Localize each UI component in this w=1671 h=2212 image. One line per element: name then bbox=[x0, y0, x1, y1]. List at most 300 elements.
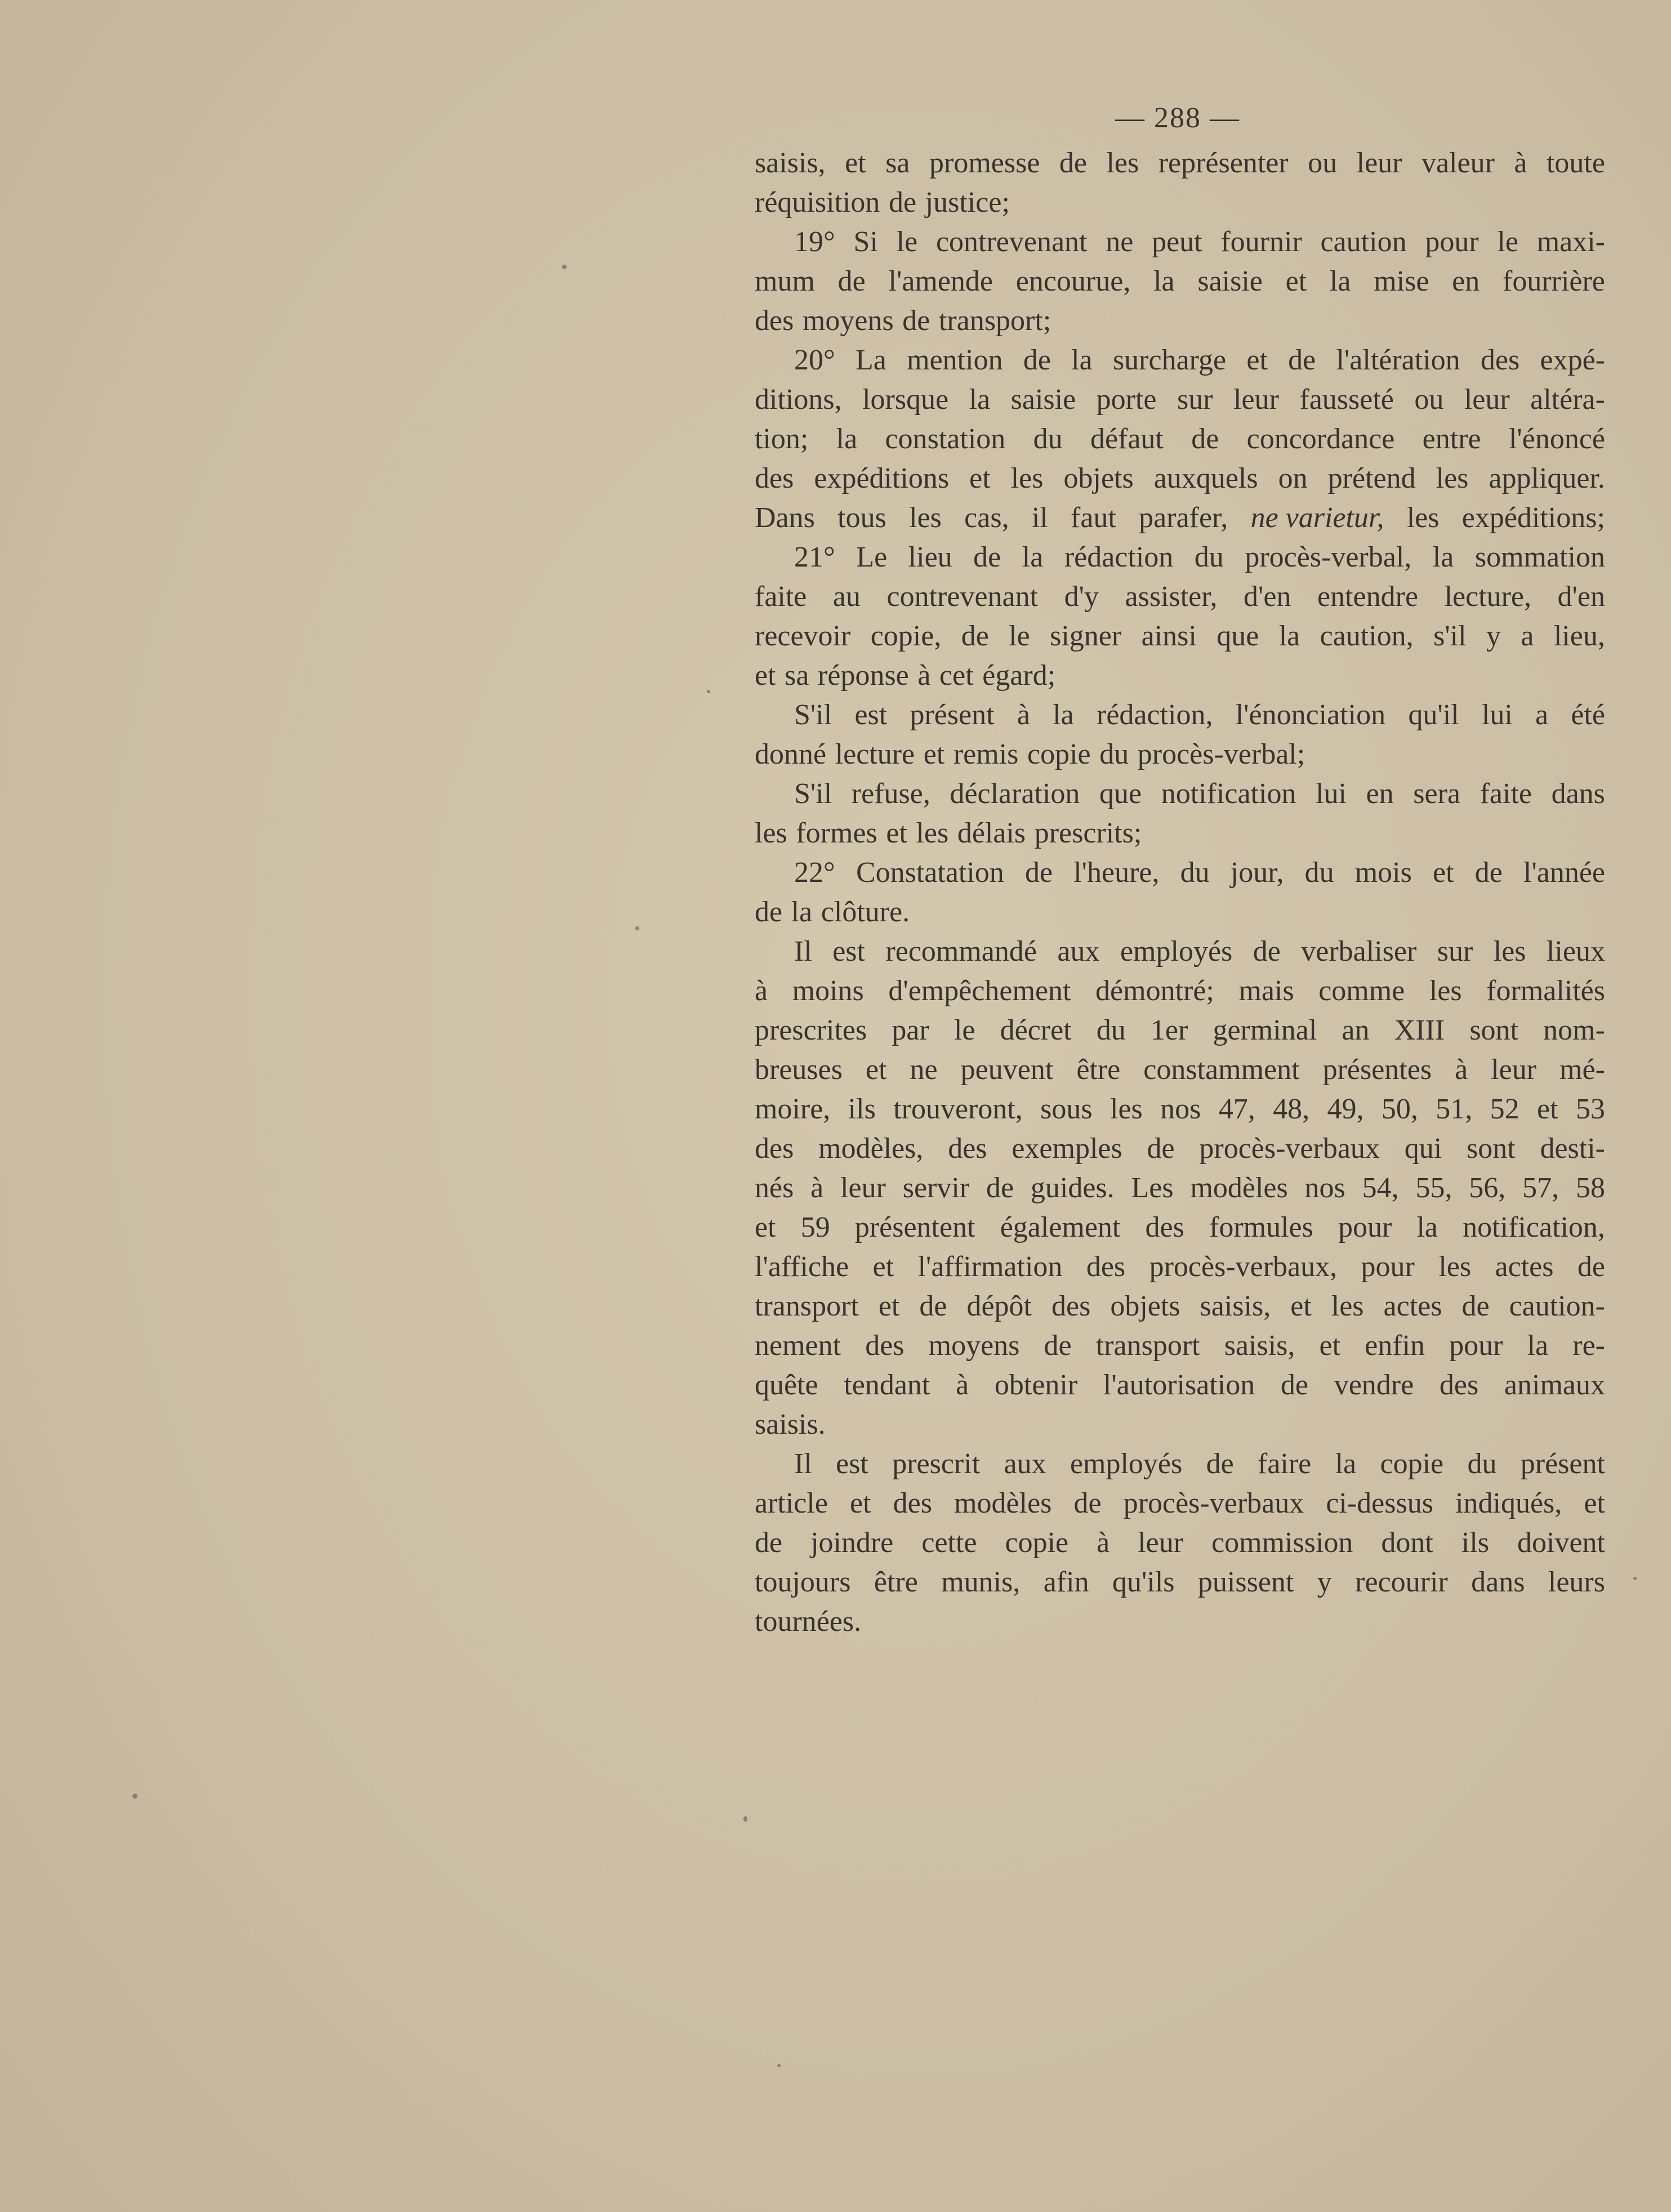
word: la bbox=[1416, 1211, 1438, 1243]
word: par bbox=[892, 1014, 929, 1046]
word: la bbox=[1053, 699, 1074, 731]
word: et bbox=[886, 817, 907, 849]
word: du bbox=[1467, 1448, 1497, 1480]
word: la bbox=[1153, 265, 1175, 297]
word: les bbox=[1436, 462, 1469, 494]
word: sa bbox=[885, 147, 910, 179]
word: et bbox=[1319, 1330, 1341, 1362]
word: a bbox=[1521, 620, 1534, 652]
word: la bbox=[1022, 541, 1044, 573]
text-line bbox=[755, 498, 1605, 538]
word: les bbox=[1438, 1251, 1472, 1283]
word: expéditions; bbox=[1461, 502, 1605, 534]
word: 22° bbox=[794, 857, 835, 889]
word: rédaction, bbox=[1097, 699, 1213, 731]
word: défaut bbox=[1090, 423, 1164, 455]
word: expé- bbox=[1540, 344, 1605, 376]
word: et bbox=[923, 738, 945, 770]
word: réponse bbox=[818, 659, 909, 692]
text-line bbox=[755, 380, 1605, 420]
word: notification, bbox=[1463, 1211, 1605, 1243]
word: d'en bbox=[1557, 581, 1605, 613]
text-line bbox=[755, 144, 1605, 183]
word: de bbox=[1147, 1132, 1175, 1165]
word: 51, bbox=[1436, 1093, 1473, 1125]
word: les bbox=[1106, 147, 1139, 179]
paper-speck bbox=[562, 265, 567, 269]
word: 58 bbox=[1575, 1172, 1605, 1204]
word: moyens bbox=[802, 305, 894, 337]
word: objets bbox=[1110, 1290, 1180, 1322]
word: présent bbox=[910, 699, 995, 731]
word: animaux bbox=[1504, 1369, 1605, 1401]
word: nos bbox=[1160, 1093, 1201, 1125]
word: la bbox=[1432, 541, 1454, 573]
word: est bbox=[854, 699, 888, 731]
word: en bbox=[1366, 778, 1394, 810]
word: faut bbox=[1071, 502, 1116, 534]
word: on bbox=[1278, 462, 1308, 494]
word: leur bbox=[840, 1172, 886, 1204]
word: obtenir bbox=[994, 1369, 1078, 1401]
word: l'énonciation bbox=[1235, 699, 1386, 731]
word: des bbox=[755, 462, 794, 494]
text-line bbox=[755, 1602, 1605, 1642]
word: lecture bbox=[835, 738, 915, 770]
word: joindre bbox=[810, 1527, 894, 1559]
text-line bbox=[755, 971, 1605, 1011]
word: aux bbox=[1057, 935, 1100, 967]
word: tion; bbox=[755, 423, 809, 455]
word: refuse, bbox=[851, 778, 930, 810]
word: Le bbox=[856, 541, 888, 573]
word: et bbox=[755, 659, 776, 692]
word: desti- bbox=[1540, 1132, 1605, 1165]
word: à bbox=[1514, 147, 1527, 179]
word: ditions, bbox=[755, 383, 842, 416]
word: 54, bbox=[1362, 1172, 1399, 1204]
text-line bbox=[755, 814, 1605, 853]
word: lieu, bbox=[1553, 620, 1605, 652]
word: saisie bbox=[1010, 383, 1076, 416]
word: 49, bbox=[1327, 1093, 1364, 1125]
word: été bbox=[1571, 699, 1605, 731]
word: des bbox=[755, 305, 794, 337]
word: assister, bbox=[1125, 581, 1218, 613]
paper-speck bbox=[707, 690, 710, 693]
word: procès-verbal, bbox=[1245, 541, 1412, 573]
word: lui bbox=[1316, 778, 1347, 810]
word: les bbox=[1429, 975, 1462, 1007]
word: formalités bbox=[1486, 975, 1605, 1007]
word: 47, bbox=[1218, 1093, 1255, 1125]
word: de bbox=[837, 265, 866, 297]
word: du bbox=[1180, 857, 1210, 889]
word: sur bbox=[1437, 935, 1473, 967]
word: munis, bbox=[941, 1566, 1021, 1598]
word: indiqués, bbox=[1455, 1487, 1562, 1519]
word: présentes bbox=[1322, 1054, 1432, 1086]
word: et bbox=[1537, 1093, 1558, 1125]
word: ainsi bbox=[1141, 620, 1197, 652]
word: les bbox=[916, 817, 949, 849]
word: la bbox=[791, 896, 813, 928]
word: la bbox=[969, 383, 991, 416]
word: transport bbox=[1095, 1330, 1200, 1362]
word: caution, bbox=[1320, 620, 1414, 652]
word: prescrit bbox=[892, 1448, 981, 1480]
word: valeur bbox=[1421, 147, 1495, 179]
word: à bbox=[1097, 1527, 1110, 1559]
word: déclaration bbox=[950, 778, 1080, 810]
word: copie bbox=[1380, 1448, 1444, 1480]
word: de bbox=[1474, 857, 1503, 889]
paper-speck bbox=[132, 1794, 137, 1799]
word: d'en bbox=[1244, 581, 1291, 613]
word: nement bbox=[755, 1330, 841, 1362]
word: S'il bbox=[794, 699, 832, 731]
word: 55, bbox=[1415, 1172, 1452, 1204]
word: commission bbox=[1211, 1527, 1353, 1559]
word: tournées. bbox=[755, 1606, 862, 1638]
word: mise bbox=[1374, 265, 1429, 297]
word: caution- bbox=[1509, 1290, 1605, 1322]
word: lecture, bbox=[1444, 581, 1532, 613]
word: pour bbox=[1425, 226, 1479, 258]
word: sont bbox=[1469, 1014, 1518, 1046]
word: et bbox=[872, 1251, 894, 1283]
word: servir bbox=[902, 1172, 970, 1204]
text-line bbox=[755, 1523, 1605, 1563]
word: et bbox=[1290, 1290, 1312, 1322]
word: qu'il bbox=[1408, 699, 1459, 731]
word: leur bbox=[1356, 147, 1402, 179]
word: et bbox=[969, 462, 991, 494]
word: cet bbox=[939, 659, 974, 692]
word: nés bbox=[755, 1172, 794, 1204]
word: s'il bbox=[1433, 620, 1467, 652]
word: d'y bbox=[1064, 581, 1099, 613]
word: présent bbox=[1520, 1448, 1605, 1480]
word: de bbox=[986, 1172, 1014, 1204]
word: représenter bbox=[1158, 147, 1289, 179]
word: du bbox=[1194, 541, 1224, 573]
word: modèles, bbox=[818, 1132, 924, 1165]
word: qui bbox=[1404, 1132, 1442, 1165]
word: la bbox=[1329, 265, 1351, 297]
word: réquisition bbox=[755, 186, 880, 218]
word: afin bbox=[1043, 1566, 1089, 1598]
word: leur bbox=[1138, 1527, 1184, 1559]
text-line bbox=[755, 420, 1605, 459]
word: le bbox=[896, 226, 918, 258]
word: de bbox=[1191, 423, 1219, 455]
word: de bbox=[1044, 1330, 1072, 1362]
word: an bbox=[1342, 1014, 1370, 1046]
word: copie bbox=[1027, 738, 1091, 770]
word: de bbox=[1280, 1369, 1308, 1401]
word: du bbox=[1033, 423, 1063, 455]
word: de bbox=[902, 305, 930, 337]
word: recevoir bbox=[755, 620, 851, 652]
word: des bbox=[948, 1132, 987, 1165]
text-line bbox=[755, 1247, 1605, 1287]
word: pour bbox=[1361, 1251, 1415, 1283]
word: expéditions bbox=[814, 462, 950, 494]
word: surcharge bbox=[1112, 344, 1227, 376]
word: mois bbox=[1354, 857, 1412, 889]
word: modèles bbox=[954, 1487, 1052, 1519]
word: procès-verbaux, bbox=[1149, 1251, 1338, 1283]
word: leur bbox=[1491, 1054, 1537, 1086]
word: 21° bbox=[794, 541, 835, 573]
word: 57, bbox=[1522, 1172, 1559, 1204]
word: altéra- bbox=[1530, 383, 1605, 416]
word: transport bbox=[755, 1290, 859, 1322]
word: Il bbox=[794, 935, 812, 967]
word: il bbox=[1031, 502, 1048, 534]
word: dont bbox=[1381, 1527, 1433, 1559]
word: ou bbox=[1414, 383, 1444, 416]
word: présentent bbox=[854, 1211, 975, 1243]
word: entre bbox=[1422, 423, 1481, 455]
word: la bbox=[836, 423, 858, 455]
word: des bbox=[1086, 1251, 1126, 1283]
word: jour, bbox=[1230, 857, 1284, 889]
word: actes bbox=[1383, 1290, 1442, 1322]
word: pour bbox=[1338, 1211, 1392, 1243]
word: 56, bbox=[1469, 1172, 1506, 1204]
word: moire, bbox=[755, 1093, 831, 1125]
word: constamment bbox=[1143, 1054, 1300, 1086]
word: de bbox=[1023, 344, 1051, 376]
word: de bbox=[973, 541, 1001, 573]
text-line bbox=[755, 459, 1605, 498]
word: pour bbox=[1449, 1330, 1503, 1362]
word: et bbox=[845, 147, 866, 179]
word: à bbox=[755, 975, 768, 1007]
paper-speck bbox=[743, 1816, 747, 1822]
word: et bbox=[1584, 1487, 1605, 1519]
word: des bbox=[755, 1132, 794, 1165]
word: que bbox=[1217, 620, 1259, 652]
word: toute bbox=[1546, 147, 1605, 179]
word: du bbox=[1096, 1014, 1126, 1046]
word: nos bbox=[1304, 1172, 1345, 1204]
word: recommandé bbox=[885, 935, 1037, 967]
word: vendre bbox=[1334, 1369, 1414, 1401]
word: mention bbox=[907, 344, 1003, 376]
word: fourrière bbox=[1503, 265, 1605, 297]
word: ou bbox=[1308, 147, 1338, 179]
paper-speck bbox=[777, 2064, 781, 2067]
word: y bbox=[1317, 1566, 1332, 1598]
word: les bbox=[1493, 935, 1526, 967]
text-line bbox=[755, 1169, 1605, 1208]
word: des bbox=[893, 1487, 932, 1519]
word: à bbox=[810, 1172, 824, 1204]
word: prétend bbox=[1327, 462, 1416, 494]
word: verbaliser bbox=[1301, 935, 1417, 967]
word: donné bbox=[755, 738, 827, 770]
word: également bbox=[1000, 1211, 1121, 1243]
word: qu'ils bbox=[1112, 1566, 1175, 1598]
word: trouveront, bbox=[893, 1093, 1023, 1125]
word: démontré; bbox=[1095, 975, 1214, 1007]
text-line bbox=[755, 853, 1605, 893]
word: dans bbox=[1551, 778, 1605, 810]
word: caution bbox=[1320, 226, 1407, 258]
word: modèles bbox=[1190, 1172, 1288, 1204]
word: saisis, bbox=[1200, 1290, 1271, 1322]
word: Dans bbox=[755, 502, 815, 534]
word: prescrits; bbox=[1034, 817, 1142, 849]
word: faite bbox=[1480, 778, 1532, 810]
word: à bbox=[956, 1369, 969, 1401]
word: 48, bbox=[1273, 1093, 1310, 1125]
text-line bbox=[755, 695, 1605, 735]
word: l'autorisation bbox=[1103, 1369, 1255, 1401]
word: lorsque bbox=[862, 383, 949, 416]
word: formes bbox=[796, 817, 877, 849]
word: copie, bbox=[870, 620, 942, 652]
word: signer bbox=[1050, 620, 1122, 652]
word: les bbox=[755, 817, 787, 849]
text-line bbox=[755, 1444, 1605, 1484]
word: les bbox=[1110, 1093, 1143, 1125]
word: maxi- bbox=[1536, 226, 1605, 258]
word: employés bbox=[1070, 1448, 1183, 1480]
word: S'il bbox=[794, 778, 832, 810]
word: justice; bbox=[925, 186, 1010, 218]
word: comme bbox=[1318, 975, 1405, 1007]
word: 50, bbox=[1381, 1093, 1418, 1125]
word: constation bbox=[885, 423, 1006, 455]
word: objets bbox=[1063, 462, 1134, 494]
text-line bbox=[755, 577, 1605, 617]
text-line bbox=[755, 893, 1605, 932]
word: et bbox=[755, 1211, 776, 1243]
text-line bbox=[755, 222, 1605, 262]
word: Si bbox=[853, 226, 878, 258]
word: remis bbox=[953, 738, 1019, 770]
word: lieux bbox=[1546, 935, 1605, 967]
word: copie bbox=[1005, 1527, 1069, 1559]
word: transport; bbox=[938, 305, 1051, 337]
word: porte bbox=[1096, 383, 1157, 416]
word: mais bbox=[1238, 975, 1294, 1007]
word: appliquer. bbox=[1489, 462, 1605, 494]
word: enfin bbox=[1365, 1330, 1425, 1362]
word: et bbox=[850, 1487, 871, 1519]
word: promesse bbox=[929, 147, 1040, 179]
word: ils bbox=[848, 1093, 876, 1125]
word: notification bbox=[1161, 778, 1296, 810]
word: dans bbox=[1471, 1566, 1525, 1598]
word: sera bbox=[1413, 778, 1460, 810]
word: la bbox=[1527, 1330, 1549, 1362]
word: prescrites bbox=[755, 1014, 867, 1046]
word: cette bbox=[921, 1527, 977, 1559]
word: l'heure, bbox=[1073, 857, 1160, 889]
word: entendre bbox=[1317, 581, 1419, 613]
word: mum bbox=[755, 265, 815, 297]
word: les bbox=[909, 502, 942, 534]
word: le bbox=[953, 1014, 975, 1046]
word: saisis, bbox=[1224, 1330, 1295, 1362]
word: des bbox=[1145, 1211, 1184, 1243]
word: de bbox=[755, 1527, 783, 1559]
word: de bbox=[1461, 1290, 1490, 1322]
word: du bbox=[1099, 738, 1129, 770]
word: nom- bbox=[1543, 1014, 1605, 1046]
text-line bbox=[755, 1405, 1605, 1444]
word: de bbox=[1024, 857, 1053, 889]
word: 20° bbox=[794, 344, 835, 376]
word: à bbox=[1017, 699, 1030, 731]
text-line bbox=[755, 735, 1605, 774]
body-text bbox=[755, 144, 1605, 1642]
word: guides. bbox=[1030, 1172, 1115, 1204]
word: l'année bbox=[1523, 857, 1605, 889]
text-line bbox=[755, 1366, 1605, 1405]
word: de bbox=[1059, 147, 1087, 179]
word: a bbox=[1535, 699, 1549, 731]
text-line bbox=[755, 617, 1605, 656]
word: Il bbox=[794, 1448, 812, 1480]
word: exemples bbox=[1011, 1132, 1122, 1165]
text-line bbox=[755, 656, 1605, 695]
word: dépôt bbox=[966, 1290, 1032, 1322]
word: de bbox=[1253, 935, 1281, 967]
text-line bbox=[755, 1090, 1605, 1129]
word: la bbox=[1071, 344, 1093, 376]
word: et bbox=[1246, 344, 1268, 376]
word: l'altération bbox=[1336, 344, 1460, 376]
word: procès-verbaux bbox=[1123, 1487, 1304, 1519]
text-line bbox=[755, 341, 1605, 380]
word: sont bbox=[1466, 1132, 1516, 1165]
word: peuvent bbox=[960, 1054, 1054, 1086]
word: Constatation bbox=[855, 857, 1004, 889]
word: procès-verbaux bbox=[1199, 1132, 1380, 1165]
word: lieu bbox=[908, 541, 952, 573]
word: saisis, bbox=[755, 147, 826, 179]
word: saisis. bbox=[755, 1408, 826, 1441]
word: décret bbox=[1000, 1014, 1072, 1046]
word: toujours bbox=[755, 1566, 851, 1598]
word: les bbox=[1331, 1290, 1364, 1322]
word: et bbox=[865, 1054, 887, 1086]
word: est bbox=[836, 1448, 868, 1480]
word: actes bbox=[1495, 1251, 1554, 1283]
word: de bbox=[889, 186, 917, 218]
word: les bbox=[1406, 502, 1440, 534]
page-number: — 288 — bbox=[1115, 102, 1240, 134]
word: La bbox=[855, 344, 886, 376]
word: saisie bbox=[1197, 265, 1263, 297]
word: que bbox=[1099, 778, 1142, 810]
text-line bbox=[755, 1287, 1605, 1326]
word: cas, bbox=[964, 502, 1009, 534]
word: au bbox=[832, 581, 861, 613]
text-line bbox=[755, 301, 1605, 341]
word: la bbox=[1278, 620, 1300, 652]
word: du bbox=[1304, 857, 1334, 889]
word: tendant bbox=[844, 1369, 930, 1401]
word: procès-verbal; bbox=[1137, 738, 1305, 770]
word: 1er bbox=[1150, 1014, 1188, 1046]
